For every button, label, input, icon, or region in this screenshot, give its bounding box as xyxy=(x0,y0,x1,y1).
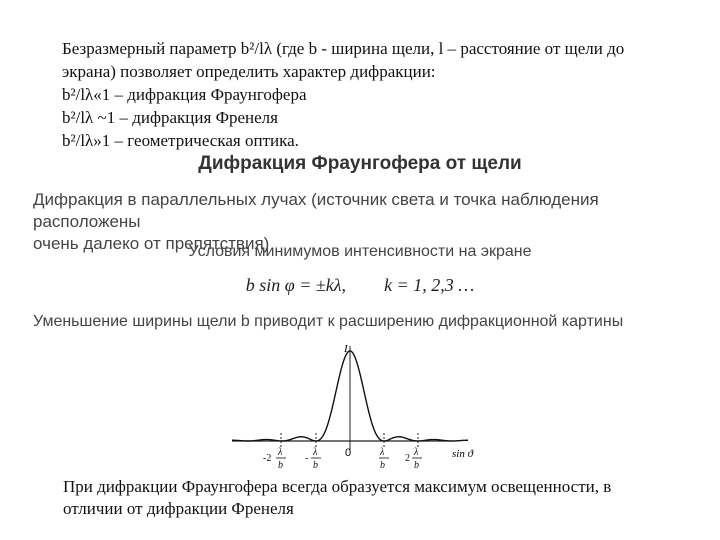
intro-line-3: b²/lλ«1 – дифракция Фраунгофера xyxy=(62,85,307,104)
origin-label: 0 xyxy=(345,447,352,459)
tick-label-minus-1-den: b xyxy=(313,460,318,471)
conclusion-line-2: отличии от дифракции Френеля xyxy=(63,499,294,518)
minima-caption: Условия минимумов интенсивности на экране xyxy=(188,243,532,260)
tick-label-plus-2-prefix: 2 xyxy=(405,453,410,464)
formula-orders: k = 1, 2,3 … xyxy=(384,275,475,295)
intro-line-2: экрана) позволяет определить характер дифракции: xyxy=(62,62,436,81)
tick-label-minus-2-num: λ xyxy=(278,447,283,458)
tick-label-plus-2-num: λ xyxy=(414,447,419,458)
formula-condition: b sin φ = ±kλ, xyxy=(245,275,347,295)
tick-label-minus-2-prefix: -2 xyxy=(263,453,272,464)
intro-text xyxy=(62,37,682,152)
description-line-2: очень далеко от препятствия) xyxy=(33,234,270,253)
intro-line-5: b²/lλ»1 – геометрическая оптика. xyxy=(62,131,299,150)
conclusion-line-1: При дифракции Фраунгофера всегда образуется максимум освещенности, в xyxy=(63,477,612,496)
slit-width-note: Уменьшение ширины щели b приводит к расширению дифракционной картины xyxy=(33,313,624,330)
tick-label-minus-1-prefix: - xyxy=(305,453,309,464)
diffraction-intensity-plot xyxy=(228,338,488,474)
section-heading: Дифракция Фраунгофера от щели xyxy=(198,153,522,174)
description-line-1: Дифракция в параллельных лучах (источник света и точка наблюдения расположены xyxy=(33,190,599,231)
tick-label-plus-1-den: b xyxy=(380,460,385,471)
intro-line-1: Безразмерный параметр b²/lλ (где b - ширина щели, l – расстояние от щели до xyxy=(62,39,625,58)
intro-line-4: b²/lλ ~1 – дифракция Френеля xyxy=(62,108,278,127)
y-axis-label: I xyxy=(344,343,348,355)
tick-label-minus-1-num: λ xyxy=(313,447,318,458)
x-axis-label: sin ϑ xyxy=(452,448,473,460)
tick-label-plus-2-den: b xyxy=(414,460,419,471)
tick-label-minus-2-den: b xyxy=(278,460,283,471)
conclusion-text xyxy=(63,476,673,520)
tick-label-plus-1-num: λ xyxy=(380,447,385,458)
minima-formula xyxy=(0,275,720,296)
